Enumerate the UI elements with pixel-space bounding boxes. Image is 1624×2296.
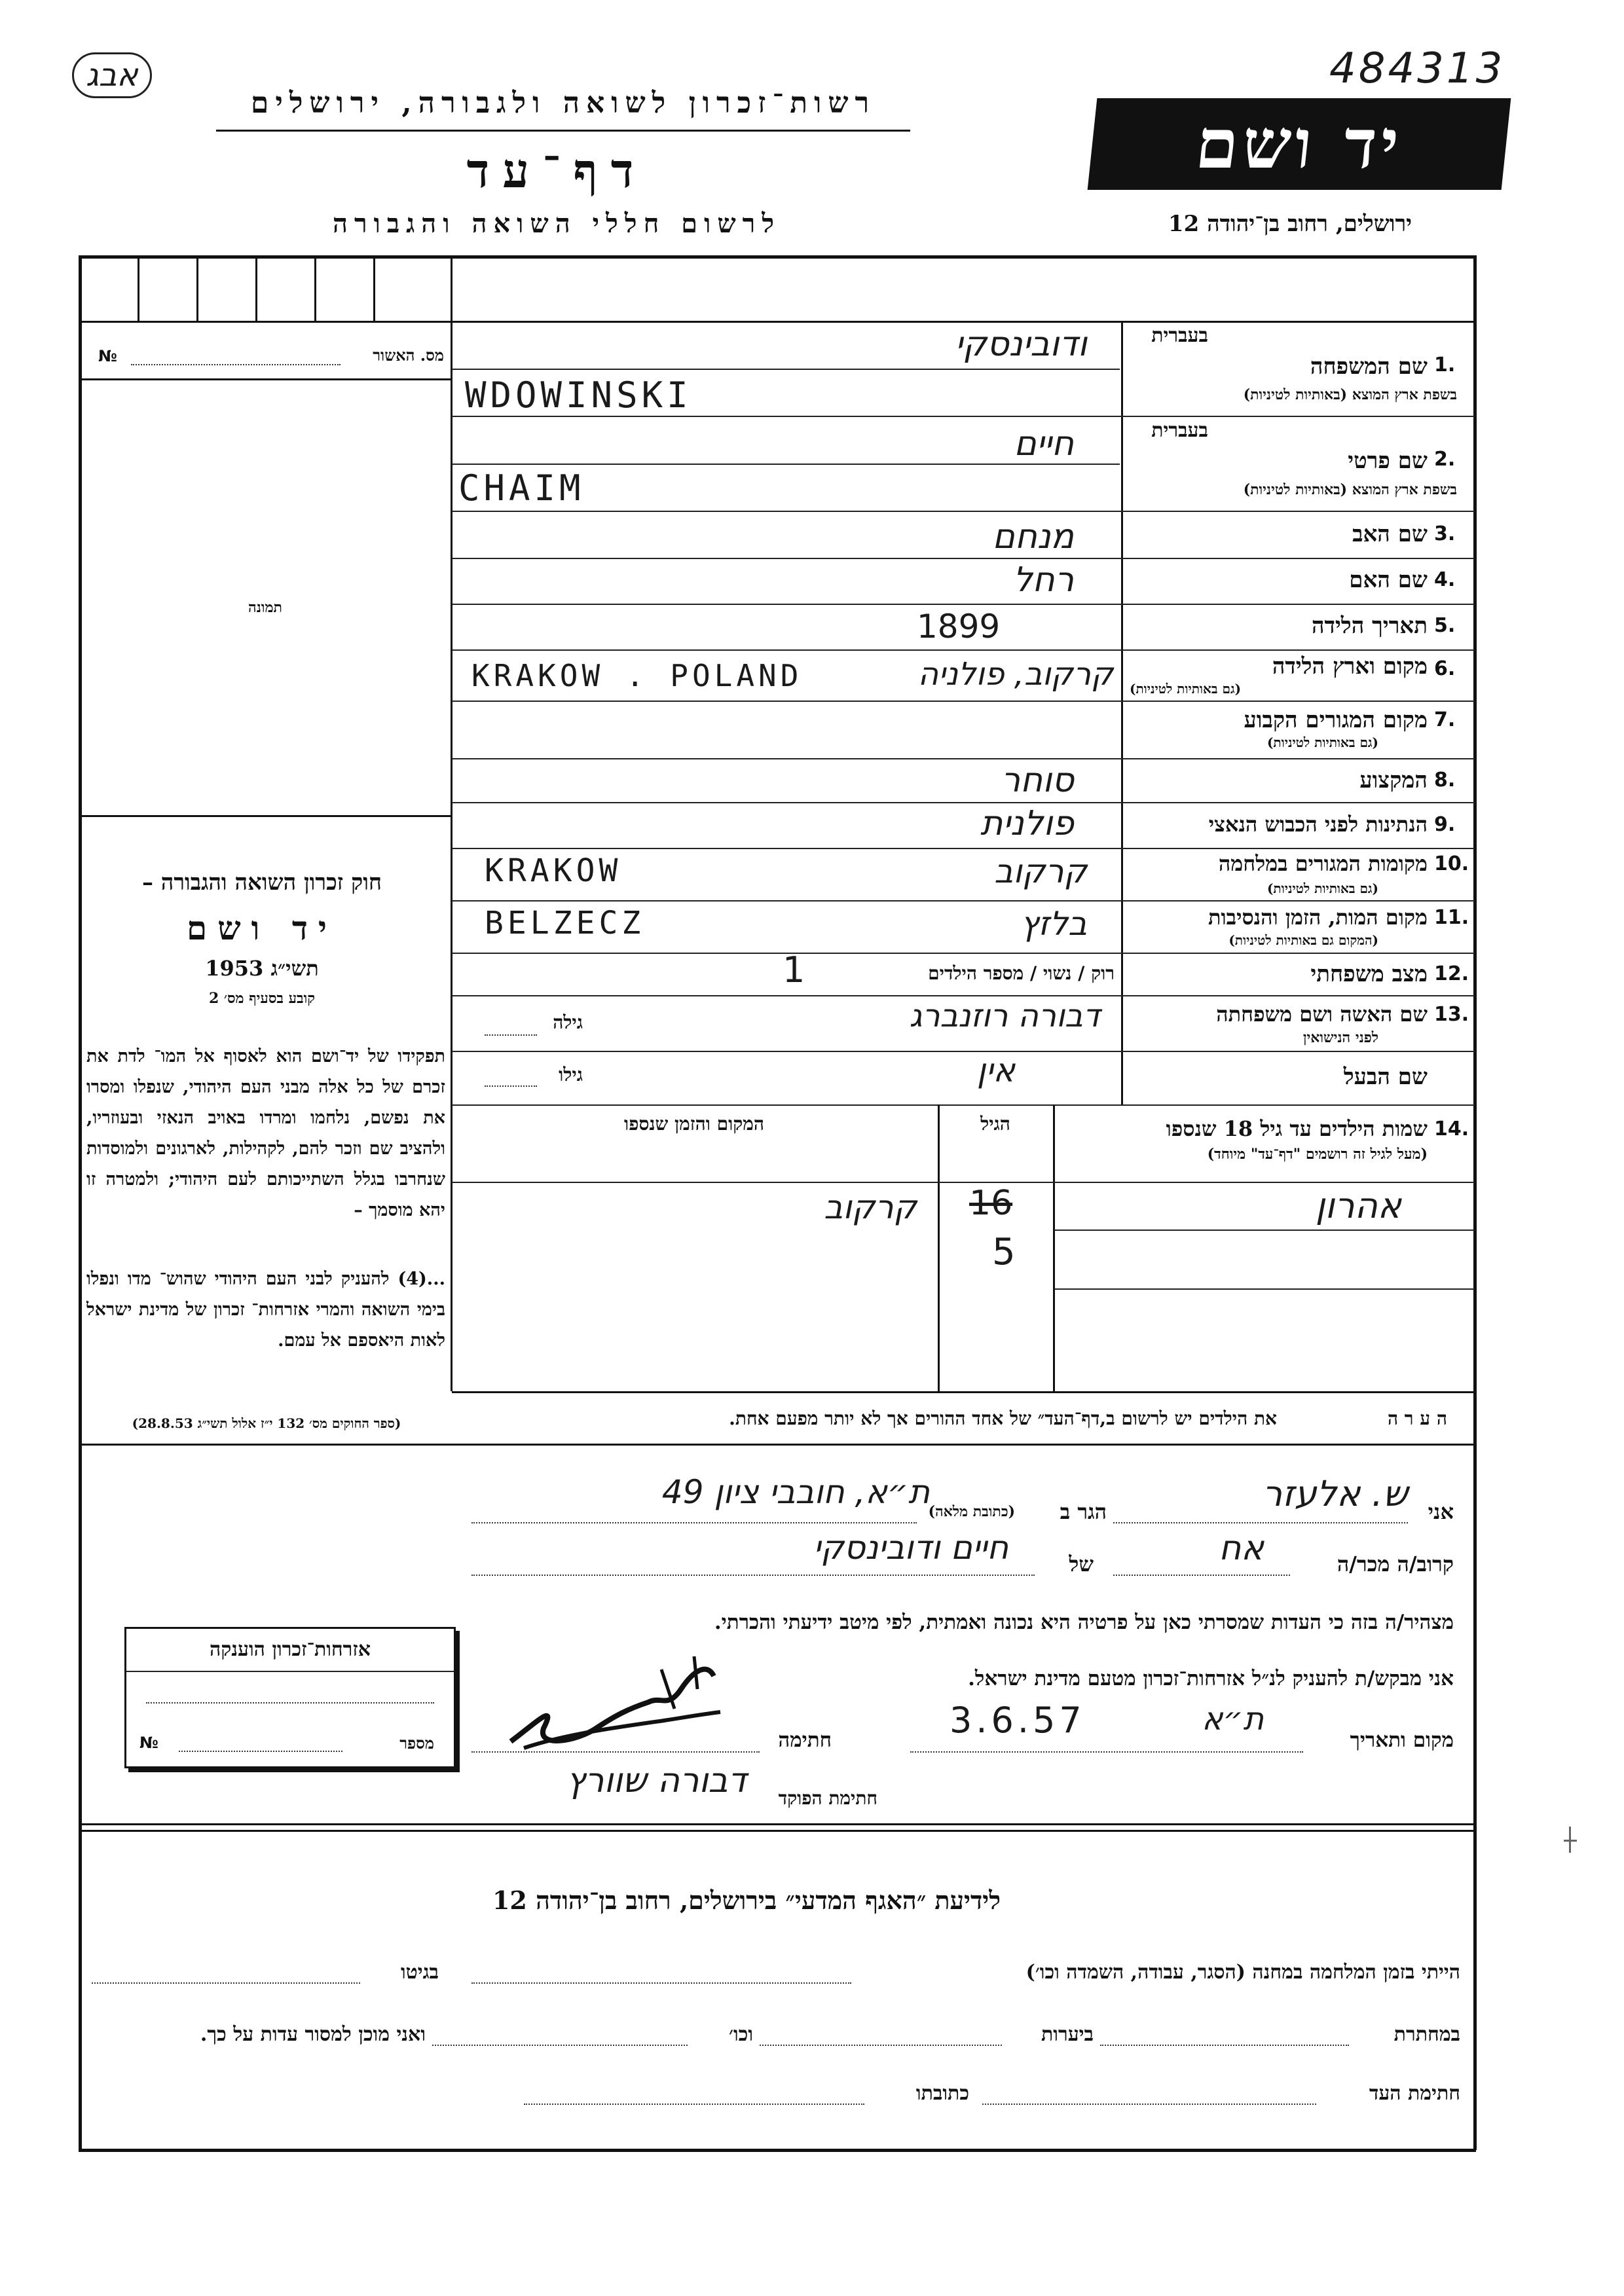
- signature-label: חתימה: [778, 1728, 832, 1752]
- frame-left: [79, 255, 82, 2150]
- law-title: חוק זכרון השואה והגבורה –: [141, 869, 382, 896]
- label-column-divider: [1121, 321, 1123, 1104]
- first-name-hebrew: חיים: [1014, 424, 1074, 464]
- law-body-2: ...(4) להעניק לבני העם היהודי שהוש־ מדו ונפלו בימי השואה והמרי אזרחות־ זכרון של מדינת ישראל לאות היאספם אל עמם.: [86, 1269, 445, 1351]
- law-source: (ספר החוקים מס׳ 132 י״ז אלול תשי״ג 28.8.53): [132, 1415, 401, 1431]
- law-clause: קובע בסעיף מס׳ 2: [208, 990, 316, 1007]
- form-subtitle: לרשום חללי השואה והגבורה: [332, 208, 781, 239]
- wife-name-value: דבורה רוזנברג: [909, 998, 1100, 1034]
- note-text: את הילדים יש לרשום ב,דף־העד״ של אחד ההורים אך לא יותר מפעם אחת.: [729, 1408, 1277, 1429]
- corner-initials: אבג: [72, 52, 152, 98]
- declarant-signature: [498, 1650, 747, 1761]
- death-place-hebrew: בלזץ: [1020, 905, 1087, 943]
- relation-label: קרוב/ה מכר/ה: [1337, 1552, 1454, 1576]
- of-name-value: חיים ודובינסקי: [813, 1529, 1008, 1567]
- form-title: דף־עד: [466, 143, 647, 198]
- yad-vashem-logo: יד ושם: [1088, 98, 1511, 190]
- declarant-name: ש. אלעזר: [1262, 1473, 1408, 1514]
- clerk-signature-label: חתימת הפוקד: [778, 1787, 877, 1809]
- birthplace-hebrew: קרקוב, פולניה: [917, 656, 1113, 693]
- stub-bottom: [79, 321, 1476, 323]
- death-place-latin: BELZECZ: [485, 905, 645, 941]
- family-name-latin: WDOWINSKI: [465, 374, 692, 416]
- approval-label: מס. האשור: [373, 346, 444, 365]
- child-age-value: 5: [992, 1231, 1016, 1273]
- law-name: יד ושם: [187, 909, 337, 947]
- law-year: תשי״ג 1953: [205, 956, 319, 981]
- husband-name-value: אין: [976, 1051, 1015, 1089]
- declarant-ani-label: אני: [1428, 1499, 1454, 1524]
- footer-title: לידיעת ״האגף המדעי״ בירושלים, רחוב בן־יהודה 12: [492, 1886, 1001, 1915]
- children-age-header: הגיל: [980, 1113, 1010, 1135]
- approval-no-label: №: [98, 347, 117, 365]
- archive-number: 484313: [1329, 45, 1505, 93]
- birthplace-latin: KRAKOW . POLAND: [471, 658, 803, 693]
- photo-label: תמונה: [248, 599, 282, 616]
- frame-bottom: [79, 2149, 1476, 2152]
- nationality-value: פולנית: [980, 804, 1074, 843]
- profession-value: סוחר: [1001, 761, 1074, 800]
- place-date-label: מקום ותאריך: [1350, 1728, 1454, 1752]
- frame-right: [1473, 255, 1477, 2150]
- sidebar-divider: [451, 255, 452, 1391]
- scan-mark: [1564, 1840, 1577, 1842]
- frame-top: [79, 255, 1476, 259]
- request-text: אני מבקש/ת להעניק לנ״ל אזרחות־זכרון מטעם מדינת ישראל.: [968, 1667, 1454, 1690]
- address-hint: (כתובת מלאה): [928, 1503, 1015, 1520]
- children-count-value: 1: [783, 949, 805, 991]
- place-value: ת״א: [1202, 1701, 1264, 1738]
- first-name-latin: CHAIM: [458, 467, 585, 509]
- residing-label: הגר ב: [1060, 1499, 1107, 1524]
- authority-title: רשות־זכרון לשואה ולגבורה, ירושלים: [250, 86, 876, 120]
- child-death-place: קרקוב: [824, 1188, 917, 1226]
- declaration-text: מצהיר/ה בזה כי העדות שמסרתי כאן על פרטיה היא נכונה ואמתית, לפי מיטב ידיעתי והכרתי.: [714, 1611, 1454, 1634]
- mother-name-value: רחל: [1013, 560, 1074, 600]
- wartime-residence-latin: KRAKOW: [485, 852, 622, 889]
- child-age-crossed: 16: [969, 1184, 1013, 1223]
- law-body: תפקידו של יד־ושם הוא לאסוף אל המו־ לדת את זכרם של כל אלה מבני העם היהודי, שנפלו ומסרו את נפשם, נלחמו ומרדו באויב הנאזי ובעוזריו, ולהציב שם וזכר להם, לקהילות, לארגונים ולמוסדות שנחרבו בגלל השתייכותם לעם היהודי; ולמטרה זו יהא מוסמך –: [86, 1046, 445, 1220]
- clerk-signature: דבורה שוורץ: [566, 1761, 747, 1800]
- wartime-residence-hebrew: קרקוב: [994, 852, 1087, 890]
- note-label: ה ע ר ה: [1387, 1408, 1447, 1429]
- relation-value: אח: [1219, 1529, 1264, 1568]
- logo-address: ירושלים, רחוב בן־יהודה 12: [1168, 211, 1412, 237]
- child-name-value: אהרון: [1315, 1185, 1401, 1226]
- father-name-value: מנחם: [992, 517, 1074, 556]
- declarant-address: ת״א, חובבי ציון 49: [661, 1473, 930, 1511]
- birth-date-value: 1899: [917, 608, 1001, 646]
- authority-underline: [216, 130, 910, 132]
- children-place-header: המקום והזמן שנספו: [624, 1113, 764, 1135]
- family-name-hebrew: ודובינסקי: [955, 325, 1087, 364]
- of-label: של: [1069, 1552, 1094, 1576]
- citizenship-box: אזרחות־זכרון הוענקה מספר №: [124, 1627, 456, 1768]
- date-value: 3.6.57: [950, 1700, 1086, 1741]
- children-label: שמות הילדים עד גיל 18 שנספו: [1166, 1116, 1428, 1141]
